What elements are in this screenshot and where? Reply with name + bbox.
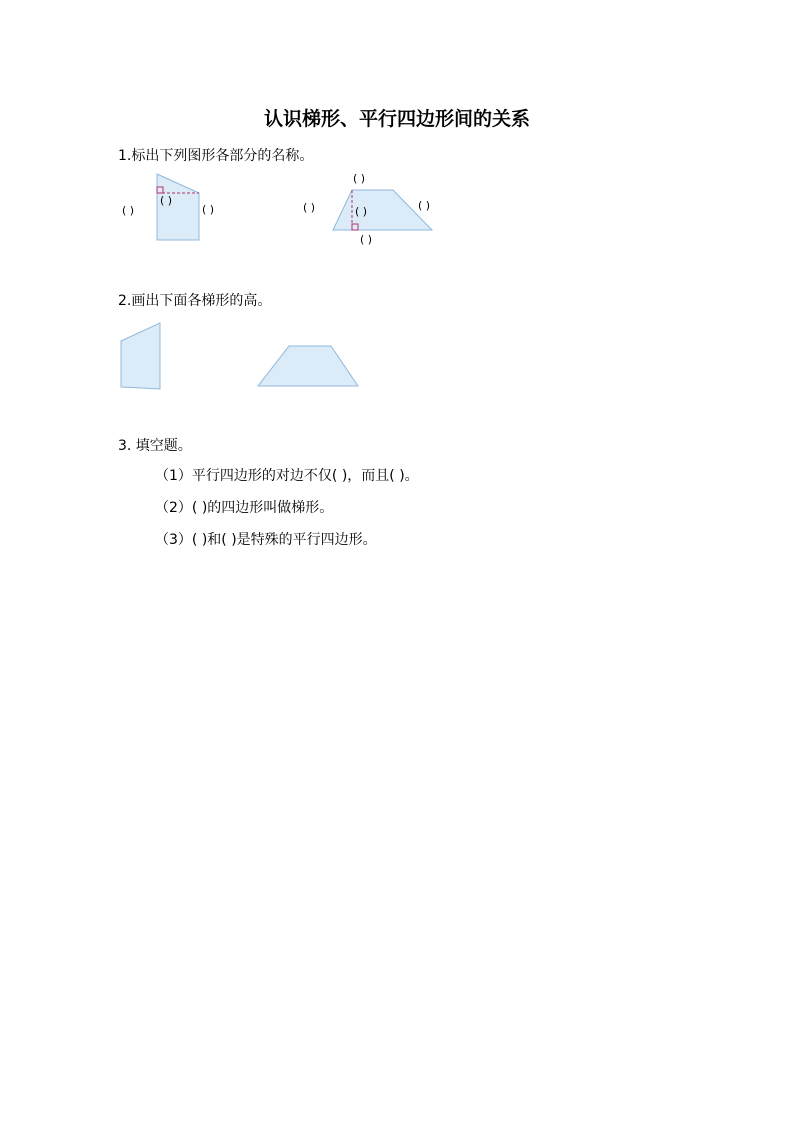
trapezoid-shape [121, 323, 160, 389]
answer-blank[interactable]: ( ) [418, 199, 431, 212]
fill-in-item-3: （3）( )和( )是特殊的平行四边形。 [155, 532, 377, 548]
question-2-text: 2.画出下面各梯形的高。 [118, 293, 272, 309]
answer-blank[interactable]: ( ) [202, 203, 215, 216]
answer-blank[interactable]: ( ) [353, 172, 366, 185]
answer-blank[interactable]: ( ) [360, 233, 373, 246]
answer-blank[interactable]: ( ) [303, 201, 316, 214]
answer-blank[interactable]: ( ) [122, 204, 135, 217]
fill-in-item-2: （2）( )的四边形叫做梯形。 [155, 500, 334, 516]
trapezoid-shape [258, 346, 358, 386]
answer-blank[interactable]: ( ) [355, 205, 368, 218]
fill-in-item-1: （1）平行四边形的对边不仅( )，而且( )。 [155, 468, 419, 484]
page-title: 认识梯形、平行四边形间的关系 [263, 108, 530, 130]
answer-blank[interactable]: ( ) [160, 194, 173, 207]
q2-figures [0, 0, 794, 420]
question-3-text: 3. 填空题。 [118, 438, 192, 454]
question-1-text: 1.标出下列图形各部分的名称。 [118, 148, 314, 164]
